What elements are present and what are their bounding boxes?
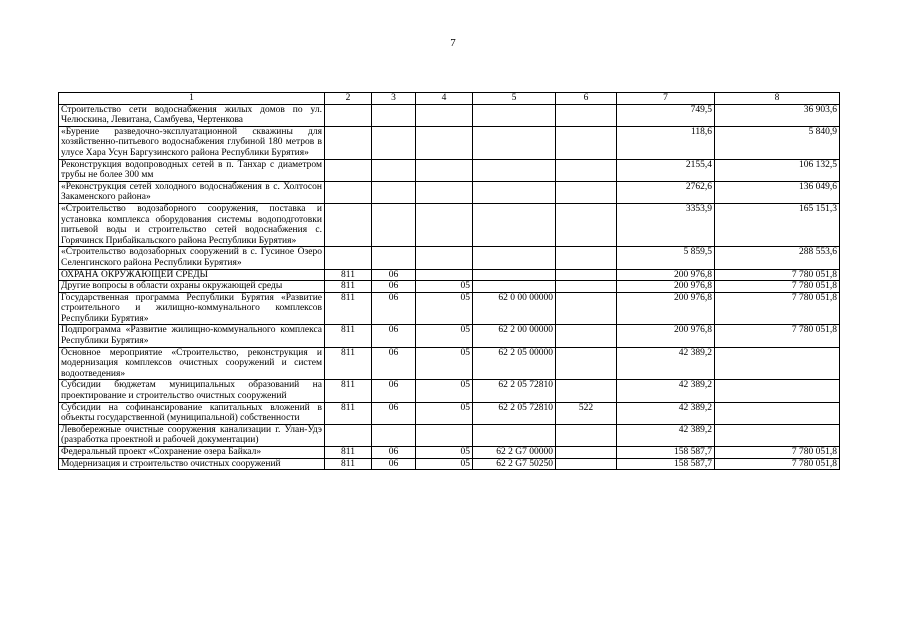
amount-cell: 7 780 051,8 xyxy=(715,458,840,470)
ministry-code-cell: 811 xyxy=(325,347,372,380)
expense-type-cell xyxy=(556,458,617,470)
target-article-cell: 62 2 00 00000 xyxy=(473,325,556,347)
section-code-cell xyxy=(372,181,416,203)
target-article-cell: 62 2 G7 50250 xyxy=(473,458,556,470)
subsection-code-cell: 05 xyxy=(416,447,473,459)
row-name-cell: Федеральный проект «Сохранение озера Байкал» xyxy=(59,447,325,459)
amount-cell: 5 840,9 xyxy=(715,126,840,159)
ministry-code-cell xyxy=(325,104,372,126)
expense-type-cell xyxy=(556,247,617,269)
amount-cell xyxy=(715,380,840,402)
section-code-cell xyxy=(372,126,416,159)
column-header: 5 xyxy=(473,93,556,105)
column-header: 1 xyxy=(59,93,325,105)
amount-cell: 106 132,5 xyxy=(715,159,840,181)
subsection-code-cell xyxy=(416,424,473,446)
section-code-cell: 06 xyxy=(372,347,416,380)
row-name-cell: Субсидии бюджетам муниципальных образований на проектирование и строительство очистных сооружений xyxy=(59,380,325,402)
amount-cell xyxy=(715,402,840,424)
subsection-code-cell xyxy=(416,181,473,203)
column-header: 3 xyxy=(372,93,416,105)
row-name-cell: Строительство сети водоснабжения жилых домов по ул. Челюскина, Левитана, Самбуева, Чертенкова xyxy=(59,104,325,126)
table-row xyxy=(59,292,840,325)
amount-cell xyxy=(715,424,840,446)
expense-type-cell xyxy=(556,126,617,159)
expense-type-cell: 522 xyxy=(556,402,617,424)
target-article-cell xyxy=(473,104,556,126)
amount-cell: 136 049,6 xyxy=(715,181,840,203)
target-article-cell: 62 2 05 72810 xyxy=(473,380,556,402)
target-article-cell xyxy=(473,203,556,246)
ministry-code-cell xyxy=(325,181,372,203)
subsection-code-cell xyxy=(416,126,473,159)
amount-cell: 42 389,2 xyxy=(617,347,715,380)
ministry-code-cell xyxy=(325,159,372,181)
target-article-cell xyxy=(473,247,556,269)
target-article-cell xyxy=(473,281,556,293)
row-name-cell: «Бурение разведочно-эксплуатационной скважины для хозяйственно-питьевого водоснабжения глубиной 180 метров в улусе Хара Усун Баргузинского района Республики Бурятия» xyxy=(59,126,325,159)
subsection-code-cell: 05 xyxy=(416,325,473,347)
target-article-cell xyxy=(473,181,556,203)
subsection-code-cell: 05 xyxy=(416,380,473,402)
row-name-cell: ОХРАНА ОКРУЖАЮЩЕЙ СРЕДЫ xyxy=(59,269,325,281)
row-name-cell: Основное мероприятие «Строительство, реконструкция и модернизация комплексов очистных сооружений и систем водоотведения» xyxy=(59,347,325,380)
row-name-cell: Подпрограмма «Развитие жилищно-коммунального комплекса Республики Бурятия» xyxy=(59,325,325,347)
ministry-code-cell: 811 xyxy=(325,292,372,325)
amount-cell: 3353,9 xyxy=(617,203,715,246)
section-code-cell: 06 xyxy=(372,380,416,402)
amount-cell: 200 976,8 xyxy=(617,281,715,293)
amount-cell: 288 553,6 xyxy=(715,247,840,269)
table-row xyxy=(59,281,840,293)
section-code-cell xyxy=(372,203,416,246)
section-code-cell: 06 xyxy=(372,447,416,459)
target-article-cell xyxy=(473,424,556,446)
section-code-cell xyxy=(372,247,416,269)
amount-cell: 7 780 051,8 xyxy=(715,269,840,281)
table-row xyxy=(59,104,840,126)
subsection-code-cell xyxy=(416,104,473,126)
expense-type-cell xyxy=(556,325,617,347)
table-row xyxy=(59,458,840,470)
budget-table xyxy=(58,92,840,470)
ministry-code-cell xyxy=(325,126,372,159)
row-name-cell: Другие вопросы в области охраны окружающей среды xyxy=(59,281,325,293)
ministry-code-cell xyxy=(325,247,372,269)
target-article-cell: 62 2 05 00000 xyxy=(473,347,556,380)
amount-cell: 42 389,2 xyxy=(617,402,715,424)
table-row xyxy=(59,203,840,246)
ministry-code-cell: 811 xyxy=(325,380,372,402)
expense-type-cell xyxy=(556,159,617,181)
row-name-cell: Модернизация и строительство очистных сооружений xyxy=(59,458,325,470)
amount-cell: 200 976,8 xyxy=(617,269,715,281)
column-header: 8 xyxy=(715,93,840,105)
expense-type-cell xyxy=(556,347,617,380)
column-header: 4 xyxy=(416,93,473,105)
subsection-code-cell: 05 xyxy=(416,292,473,325)
table-row xyxy=(59,402,840,424)
amount-cell: 749,5 xyxy=(617,104,715,126)
expense-type-cell xyxy=(556,424,617,446)
subsection-code-cell xyxy=(416,203,473,246)
table-header-row xyxy=(59,93,840,105)
section-code-cell: 06 xyxy=(372,402,416,424)
row-name-cell: Субсидии на софинансирование капитальных вложений в объекты государственной (муниципальной) собственности xyxy=(59,402,325,424)
amount-cell: 42 389,2 xyxy=(617,380,715,402)
section-code-cell: 06 xyxy=(372,325,416,347)
expense-type-cell xyxy=(556,281,617,293)
section-code-cell: 06 xyxy=(372,458,416,470)
table-row xyxy=(59,424,840,446)
row-name-cell: Левобережные очистные сооружения канализации г. Улан-Удэ (разработка проектной и рабочей документации) xyxy=(59,424,325,446)
section-code-cell xyxy=(372,104,416,126)
amount-cell: 36 903,6 xyxy=(715,104,840,126)
column-header: 7 xyxy=(617,93,715,105)
amount-cell: 158 587,7 xyxy=(617,458,715,470)
expense-type-cell xyxy=(556,181,617,203)
ministry-code-cell xyxy=(325,424,372,446)
table-row xyxy=(59,380,840,402)
row-name-cell: «Строительство водозаборного сооружения, поставка и установка комплекса оборудования системы водоподготовки питьевой воды и строительство сетей водоснабжения с. Горячинск Прибайкальского района Республики Бурятия» xyxy=(59,203,325,246)
subsection-code-cell: 05 xyxy=(416,281,473,293)
row-name-cell: «Реконструкция сетей холодного водоснабжения в с. Холтосон Закаменского района» xyxy=(59,181,325,203)
section-code-cell xyxy=(372,159,416,181)
subsection-code-cell xyxy=(416,247,473,269)
expense-type-cell xyxy=(556,203,617,246)
amount-cell: 7 780 051,8 xyxy=(715,292,840,325)
amount-cell: 200 976,8 xyxy=(617,292,715,325)
expense-type-cell xyxy=(556,292,617,325)
section-code-cell: 06 xyxy=(372,281,416,293)
target-article-cell xyxy=(473,159,556,181)
table-row xyxy=(59,181,840,203)
expense-type-cell xyxy=(556,104,617,126)
row-name-cell: Государственная программа Республики Бурятия «Развитие строительного и жилищно-коммунального комплексов Республики Бурятия» xyxy=(59,292,325,325)
amount-cell: 5 859,5 xyxy=(617,247,715,269)
subsection-code-cell xyxy=(416,159,473,181)
table-row xyxy=(59,247,840,269)
expense-type-cell xyxy=(556,269,617,281)
amount-cell: 200 976,8 xyxy=(617,325,715,347)
amount-cell: 42 389,2 xyxy=(617,424,715,446)
table-row xyxy=(59,325,840,347)
ministry-code-cell: 811 xyxy=(325,325,372,347)
section-code-cell: 06 xyxy=(372,269,416,281)
amount-cell: 2762,6 xyxy=(617,181,715,203)
ministry-code-cell: 811 xyxy=(325,402,372,424)
ministry-code-cell: 811 xyxy=(325,447,372,459)
target-article-cell: 62 0 00 00000 xyxy=(473,292,556,325)
ministry-code-cell: 811 xyxy=(325,269,372,281)
target-article-cell xyxy=(473,126,556,159)
table-row xyxy=(59,159,840,181)
subsection-code-cell: 05 xyxy=(416,347,473,380)
ministry-code-cell: 811 xyxy=(325,458,372,470)
table-row xyxy=(59,347,840,380)
table-row xyxy=(59,269,840,281)
subsection-code-cell xyxy=(416,269,473,281)
amount-cell: 165 151,3 xyxy=(715,203,840,246)
section-code-cell xyxy=(372,424,416,446)
amount-cell: 7 780 051,8 xyxy=(715,325,840,347)
column-header: 6 xyxy=(556,93,617,105)
amount-cell: 7 780 051,8 xyxy=(715,447,840,459)
table-row xyxy=(59,126,840,159)
expense-type-cell xyxy=(556,380,617,402)
column-header: 2 xyxy=(325,93,372,105)
target-article-cell: 62 2 05 72810 xyxy=(473,402,556,424)
amount-cell xyxy=(715,347,840,380)
expense-type-cell xyxy=(556,447,617,459)
row-name-cell: «Строительство водозаборных сооружений в с. Гусиное Озеро Селенгинского района Республики Бурятия» xyxy=(59,247,325,269)
table-row xyxy=(59,447,840,459)
subsection-code-cell: 05 xyxy=(416,458,473,470)
amount-cell: 118,6 xyxy=(617,126,715,159)
page-number: 7 xyxy=(450,37,456,49)
amount-cell: 2155,4 xyxy=(617,159,715,181)
ministry-code-cell xyxy=(325,203,372,246)
target-article-cell xyxy=(473,269,556,281)
section-code-cell: 06 xyxy=(372,292,416,325)
target-article-cell: 62 2 G7 00000 xyxy=(473,447,556,459)
amount-cell: 158 587,7 xyxy=(617,447,715,459)
amount-cell: 7 780 051,8 xyxy=(715,281,840,293)
ministry-code-cell: 811 xyxy=(325,281,372,293)
row-name-cell: Реконструкция водопроводных сетей в п. Танхар с диаметром трубы не более 300 мм xyxy=(59,159,325,181)
subsection-code-cell: 05 xyxy=(416,402,473,424)
